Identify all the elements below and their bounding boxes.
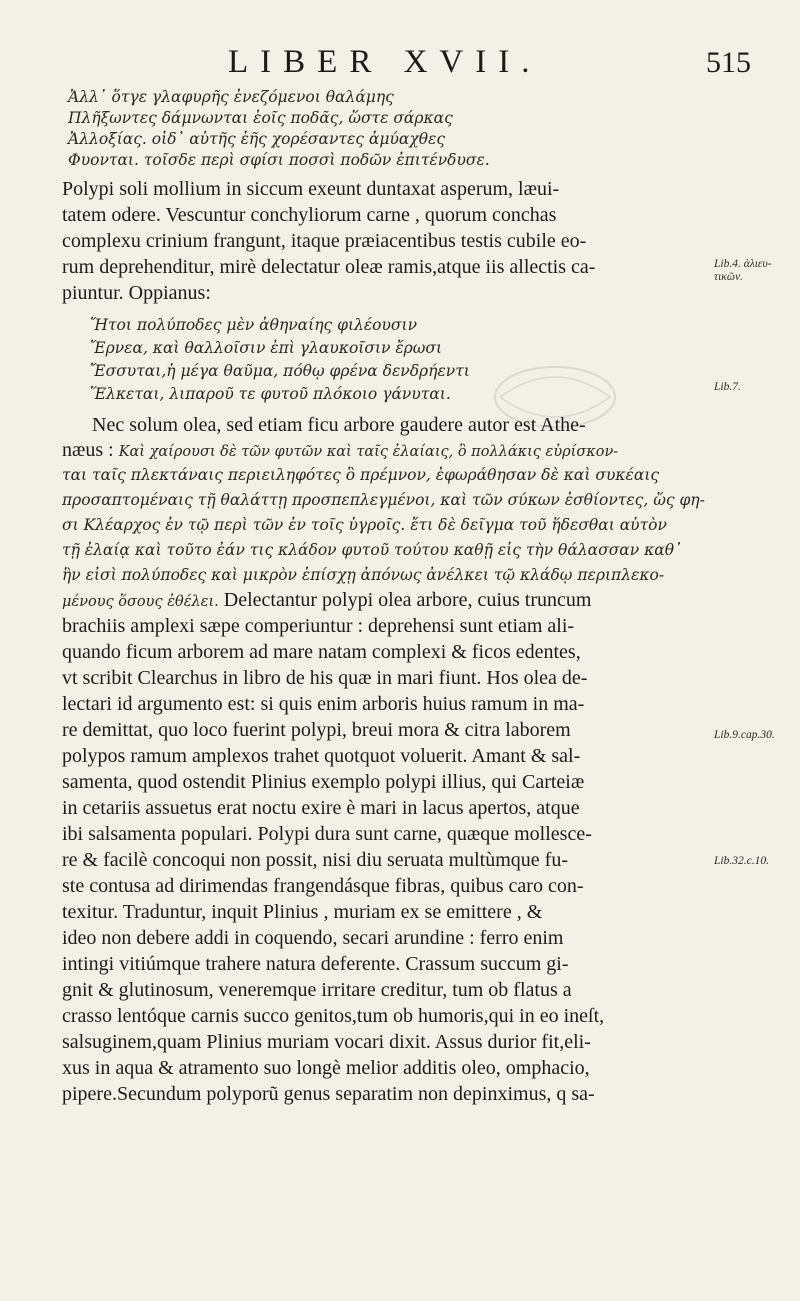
latin-line: lectari id argumento est: si quis enim arboris huius ramum in ma- [62, 693, 585, 715]
latin-fragment: næus : [62, 439, 119, 461]
greek-verse-line: Ἔρνεα, καὶ θαλλοῖσιν ἐπὶ γλαυκοῖσιν ἔρωσι [90, 339, 443, 357]
latin-line: texitur. Traduntur, inquit Plinius , muriam ex se emittere , & [62, 901, 543, 923]
greek-quote-line: Ἀλλοξίας. οἱδ᾽ αὐτῆς ἑῆς χορέσαντες ἀμύαχθες [68, 130, 446, 148]
latin-line: samenta, quod ostendit Plinius exemplo polypi illius, qui Carteiæ [62, 771, 585, 793]
greek-quote-block [62, 87, 712, 171]
latin-line: crasso lentóque carnis succo genitos,tum ob humoris,qui in eo ineſt, [62, 1005, 605, 1027]
greek-line: προσαπτομέναις τῇ θαλάττῃ προσπεπλεγμένοι, καὶ τῶν σύκων ἐσθίοντες, ὥς φη- [62, 491, 705, 509]
latin-line: re demittat, quo loco fuerint polypi, breui mora & citra laborem [62, 719, 571, 741]
margin-note-pliny-32: Lib.32.c.10. [714, 855, 769, 867]
latin-line: ideo non debere addi in coquendo, secari arundine : ferro enim [62, 927, 564, 949]
running-title: LIBER XVII. [228, 44, 542, 80]
latin-line: brachiis amplexi sæpe comperiuntur : deprehensi sunt etiam ali- [62, 615, 575, 637]
mixed-line [62, 438, 712, 463]
margin-note-pliny-9: Lib.9.cap.30. [714, 729, 775, 741]
latin-line: ste contusa ad dirimendas frangendásque fibras, quibus caro con- [62, 875, 584, 897]
latin-line: rum deprehenditur, mirè delectatur oleæ ramis,atque iis allectis ca- [62, 256, 596, 278]
greek-line: ται ταῖς πλεκτάναις περιειληφότες ὃ πρέμνον, ἐφωράθησαν δὲ καὶ συκέαις [62, 466, 660, 484]
latin-paragraph-1 [62, 176, 712, 306]
greek-verse-block [62, 314, 712, 406]
latin-fragment: Delectantur polypi olea arbore, cuius truncum [218, 589, 592, 611]
greek-fragment: μένους ὅσους ἐθέλει. [62, 594, 219, 610]
greek-line: σι Κλέαρχος ἐν τῷ περὶ τῶν ἐν τοῖς ὑγροῖς. ἔτι δὲ δεῖγμα τοῦ ἥδεσθαι αὐτὸν [62, 516, 667, 534]
latin-line: ibi salsamenta populari. Polypi dura sunt carne, quæque mollesce- [62, 823, 592, 845]
latin-line: tatem odere. Vescuntur conchyliorum carne , quorum conchas [62, 204, 557, 226]
page-header [0, 44, 800, 84]
latin-line: Polypi soli mollium in siccum exeunt duntaxat asperum, læui- [62, 178, 560, 200]
latin-line: piuntur. Oppianus: [62, 282, 211, 304]
latin-line: complexu crinium frangunt, itaque præiacentibus testis cubile eo- [62, 230, 587, 252]
latin-line: Nec solum olea, sed etiam ficu arbore gaudere autor est Athe- [92, 414, 586, 436]
greek-quote-line: Ἀλλ᾽ ὅτγε γλαφυρῆς ἐνεζόμενοι θαλάμης [68, 88, 394, 106]
latin-line: salsuginem,quam Plinius muriam vocari dixit. Assus durior fit,eli- [62, 1031, 591, 1053]
latin-line: in cetariis assuetus erat noctu exire è mari in lacus apertos, atque [62, 797, 580, 819]
greek-verse-line: Ἤτοι πολύποδες μὲν ἀθηναίης φιλέουσιν [90, 316, 418, 334]
greek-line: τῇ ἐλαίᾳ καὶ τοῦτο ἐάν τις κλάδον φυτοῦ τούτου καθῇ εἰς τὴν θάλασσαν καθ᾽ [62, 541, 682, 559]
latin-line: re & facilè concoqui non possit, nisi diu seruata multùmque fu- [62, 849, 568, 871]
greek-quote-line: Πλῆξωντες δάμνωνται ἑοῖς ποδᾶς, ὥστε σάρκας [68, 109, 453, 127]
greek-quote-line: Φυονται. τοῖσδε περὶ σφίσι ποσσὶ ποδῶν ἐπιτένδυσε. [68, 151, 490, 169]
margin-note-oppian [714, 258, 794, 284]
page-number: 515 [706, 46, 751, 79]
latin-line: xus in aqua & atramento suo longè melior additis oleo, omphacio, [62, 1057, 590, 1079]
latin-line: polypos ramum amplexos trahet quotquot voluerit. Amant & sal- [62, 745, 581, 767]
greek-fragment: Καὶ χαίρουσι δὲ τῶν φυτῶν καὶ ταῖς ἐλαίαις, ὃ πολλάκις εὑρίσκον- [118, 444, 619, 460]
margin-note-line: τικῶν. [714, 271, 743, 283]
greek-verse-line: Ἕλκεται, λιπαροῦ τε φυτοῦ πλόκοιο γάνυται. [90, 385, 451, 403]
latin-line: gnit & glutinosum, veneremque irritare creditur, tum ob flatus a [62, 979, 572, 1001]
margin-note-line: Lib.4. ἁλιευ- [714, 258, 772, 270]
latin-line: quando ficum arborem ad mare natam complexi & ficos edentes, [62, 641, 581, 663]
mixed-line [62, 588, 712, 613]
greek-line: ἣν εἰσὶ πολύποδες καὶ μικρὸν ἐπίσχῃ ἀπόνως ἀνέλκει τῷ κλάδῳ περιπλεκο- [62, 566, 665, 584]
margin-note-book-7: Lib.7. [714, 381, 741, 393]
greek-verse-line: Ἔσσυται,ἡ μέγα θαῦμα, πόθῳ φρένα δενδρήεντι [90, 362, 470, 380]
latin-line: intingi vitiúmque trahere natura deferente. Crassum succum gi- [62, 953, 569, 975]
latin-line: pipere.Secundum polyporũ genus separatim non depinximus, q sa- [62, 1083, 595, 1105]
latin-line: vt scribit Clearchus in libro de his quæ in mari fiunt. Hos olea de- [62, 667, 588, 689]
latin-paragraph-2 [62, 412, 712, 1107]
main-text [62, 87, 712, 1107]
